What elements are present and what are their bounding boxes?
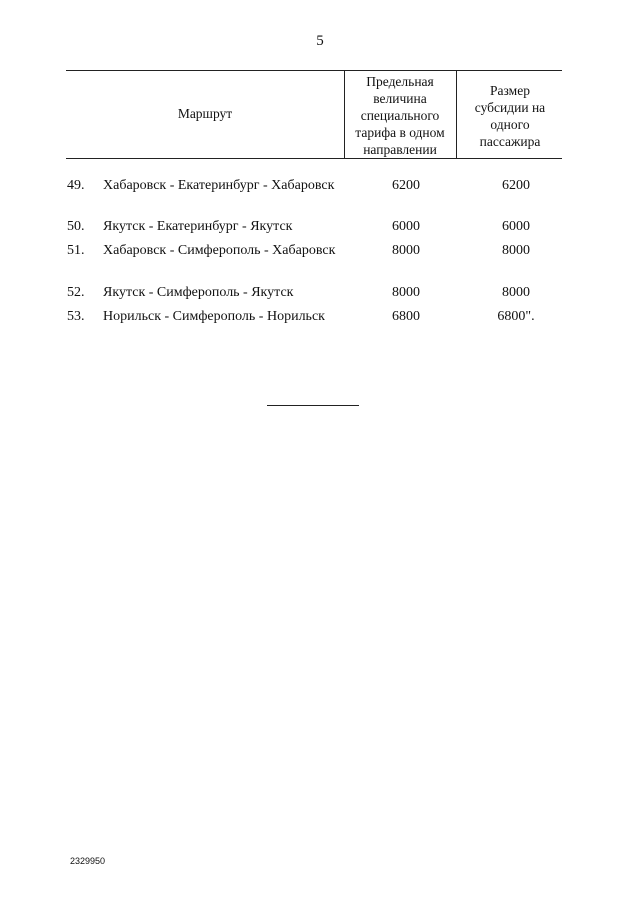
subsidy-value: 8000 (502, 243, 530, 258)
header-subsidy: Размер субсидии на одного пассажира (474, 83, 546, 149)
document-code: 2329950 (70, 856, 106, 866)
header-tariff: Предельная величина специального тарифа в одном направлении (355, 74, 445, 157)
header-divider-2 (456, 70, 457, 158)
page-number: 5 (316, 33, 324, 49)
header-bottom-rule (66, 158, 562, 159)
subsidy-value: 8000 (502, 285, 530, 300)
route-name: Хабаровск - Екатеринбург - Хабаровск (103, 178, 335, 193)
tariff-value: 8000 (392, 243, 420, 258)
subsidy-value: 6800". (497, 309, 535, 324)
subsidy-value: 6200 (502, 178, 530, 193)
route-name: Хабаровск - Симферополь - Хабаровск (103, 243, 336, 258)
route-name: Якутск - Симферополь - Якутск (103, 285, 294, 300)
tariff-value: 6000 (392, 219, 420, 234)
row-number: 49. (67, 178, 85, 193)
row-number: 50. (67, 219, 85, 234)
route-name: Норильск - Симферополь - Норильск (103, 309, 325, 324)
tariff-value: 6800 (392, 309, 420, 324)
route-name: Якутск - Екатеринбург - Якутск (103, 219, 293, 234)
row-number: 51. (67, 243, 85, 258)
row-number: 52. (67, 285, 85, 300)
end-of-document-line (267, 405, 359, 406)
row-number: 53. (67, 309, 85, 324)
subsidy-value: 6000 (502, 219, 530, 234)
tariff-value: 8000 (392, 285, 420, 300)
tariff-value: 6200 (392, 178, 420, 193)
header-route: Маршрут (177, 106, 233, 121)
table-top-rule (66, 70, 562, 71)
header-divider-1 (344, 70, 345, 158)
